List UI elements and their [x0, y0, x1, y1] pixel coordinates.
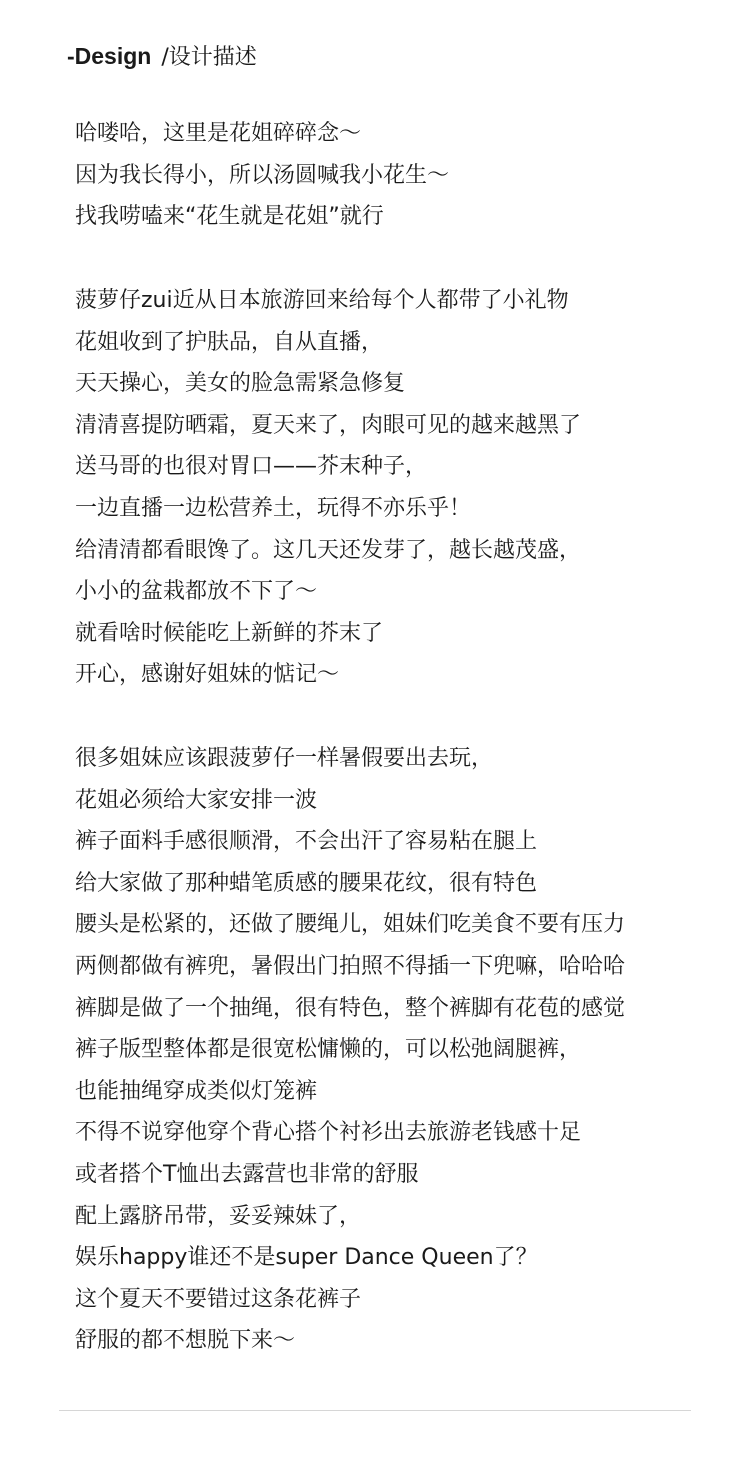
- text-line: 舒服的都不想脱下来～: [75, 1328, 296, 1354]
- text-line: 裤子面料手感很顺滑，不会出汗了容易粘在腿上: [75, 829, 538, 855]
- paragraph-intro: [75, 113, 449, 238]
- text-line: 一边直播一边松营养土，玩得不亦乐乎！: [75, 495, 472, 521]
- text-line: 花姐必须给大家安排一波: [75, 787, 318, 813]
- text-line: 开心，感谢好姐妹的惦记～: [75, 662, 340, 688]
- text-line: 找我唠嗑来“花生就是花姐”就行: [75, 204, 384, 230]
- header-title-zh: /设计描述: [161, 45, 257, 70]
- text-line: 不得不说穿他穿个背心搭个衬衫出去旅游老钱感十足: [75, 1120, 582, 1146]
- text-line: 配上露脐吊带，妥妥辣妹了，: [75, 1203, 362, 1229]
- text-line: 很多姐妹应该跟菠萝仔一样暑假要出去玩，: [75, 746, 494, 771]
- text-line: 给大家做了那种蜡笔质感的腰果花纹，很有特色: [75, 870, 538, 896]
- paragraph-story: [75, 280, 581, 696]
- text-line: 娱乐happy谁还不是super Dance Queen了？: [75, 1245, 538, 1271]
- text-line: 小小的盆栽都放不下了～: [75, 579, 318, 605]
- text-line: 腰头是松紧的，还做了腰绳儿，姐妹们吃美食不要有压力: [75, 912, 626, 938]
- bottom-divider: [59, 1410, 691, 1411]
- text-line: 这个夏天不要错过这条花裤子: [75, 1286, 362, 1312]
- text-line: 哈喽哈，这里是花姐碎碎念～: [75, 121, 362, 146]
- paragraph-product: [75, 738, 625, 1362]
- text-line: 或者搭个T恤出去露营也非常的舒服: [75, 1161, 419, 1187]
- section-header: [67, 40, 257, 76]
- text-line: 也能抽绳穿成类似灯笼裤: [75, 1078, 318, 1104]
- text-line: 天天操心，美女的脸急需紧急修复: [75, 371, 406, 397]
- text-line: 清清喜提防晒霜，夏天来了，肉眼可见的越来越黑了: [75, 412, 582, 438]
- header-title-en: -Design: [67, 43, 152, 69]
- text-line: 花姐收到了护肤品，自从直播，: [75, 329, 384, 355]
- text-line: 因为我长得小，所以汤圆喊我小花生～: [75, 162, 450, 188]
- text-line: 送马哥的也很对胃口——芥末种子，: [75, 454, 428, 480]
- text-line: 菠萝仔zui近从日本旅游回来给每个人都带了小礼物: [75, 288, 569, 313]
- text-line: 裤脚是做了一个抽绳，很有特色，整个裤脚有花苞的感觉: [75, 995, 626, 1021]
- text-line: 就看啥时候能吃上新鲜的芥末了: [75, 620, 384, 646]
- text-line: 两侧都做有裤兜，暑假出门拍照不得插一下兜嘛，哈哈哈: [75, 953, 626, 979]
- text-line: 给清清都看眼馋了。这几天还发芽了，越长越茂盛，: [75, 537, 582, 563]
- text-line: 裤子版型整体都是很宽松慵懒的，可以松弛阔腿裤，: [75, 1037, 582, 1063]
